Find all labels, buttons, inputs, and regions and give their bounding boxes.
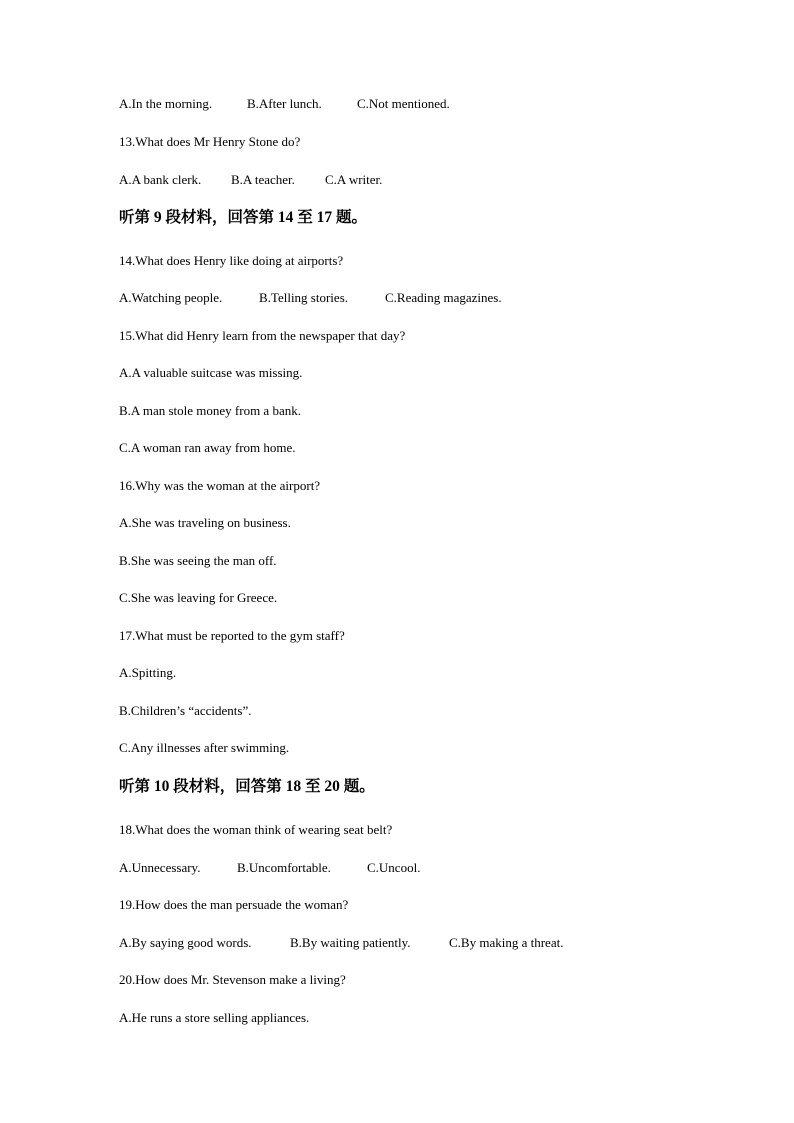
q14-options xyxy=(119,290,502,306)
q14-option-c: C.Reading magazines. xyxy=(385,290,502,305)
q12-option-a: A.In the morning. xyxy=(119,96,213,111)
q13-question: 13.What does Mr Henry Stone do? xyxy=(119,134,301,149)
q13-option-a: A.A bank clerk. xyxy=(119,172,202,187)
q16-question: 16.Why was the woman at the airport? xyxy=(119,478,321,493)
q12-option-c: C.Not mentioned. xyxy=(357,96,450,111)
q16-option-b: B.She was seeing the man off. xyxy=(119,553,277,568)
q16-option-a: A.She was traveling on business. xyxy=(119,515,291,530)
q19-option-a: A.By saying good words. xyxy=(119,935,252,950)
q17-option-c: C.Any illnesses after swimming. xyxy=(119,740,290,755)
section-10-heading: 听第 10 段材料，回答第 18 至 20 题。 xyxy=(119,778,375,795)
q14-option-a: A.Watching people. xyxy=(119,290,223,305)
q18-question: 18.What does the woman think of wearing seat belt? xyxy=(119,822,393,837)
q17-question: 17.What must be reported to the gym staff? xyxy=(119,628,345,643)
q12-options xyxy=(119,96,450,112)
q13-options xyxy=(119,172,382,188)
q18-option-b: B.Uncomfortable. xyxy=(237,860,331,875)
q12-option-b: B.After lunch. xyxy=(247,96,322,111)
q19-question: 19.How does the man persuade the woman? xyxy=(119,897,349,912)
q20-question: 20.How does Mr. Stevenson make a living? xyxy=(119,972,346,987)
q19-options xyxy=(119,935,563,951)
q14-question: 14.What does Henry like doing at airports? xyxy=(119,253,344,268)
q15-question: 15.What did Henry learn from the newspaper that day? xyxy=(119,328,406,343)
q19-option-c: C.By making a threat. xyxy=(449,935,564,950)
q14-option-b: B.Telling stories. xyxy=(259,290,349,305)
q15-option-a: A.A valuable suitcase was missing. xyxy=(119,365,303,380)
q17-option-a: A.Spitting. xyxy=(119,665,177,680)
q20-option-a: A.He runs a store selling appliances. xyxy=(119,1010,310,1025)
q13-option-b: B.A teacher. xyxy=(231,172,295,187)
q19-option-b: B.By waiting patiently. xyxy=(290,935,411,950)
q18-options xyxy=(119,860,420,876)
q17-option-b: B.Children’s “accidents”. xyxy=(119,703,252,718)
q15-option-b: B.A man stole money from a bank. xyxy=(119,403,301,418)
section-9-heading: 听第 9 段材料，回答第 14 至 17 题。 xyxy=(119,209,368,226)
q16-option-c: C.She was leaving for Greece. xyxy=(119,590,278,605)
q15-option-c: C.A woman ran away from home. xyxy=(119,440,296,455)
q18-option-c: C.Uncool. xyxy=(367,860,421,875)
q13-option-c: C.A writer. xyxy=(325,172,383,187)
q18-option-a: A.Unnecessary. xyxy=(119,860,201,875)
